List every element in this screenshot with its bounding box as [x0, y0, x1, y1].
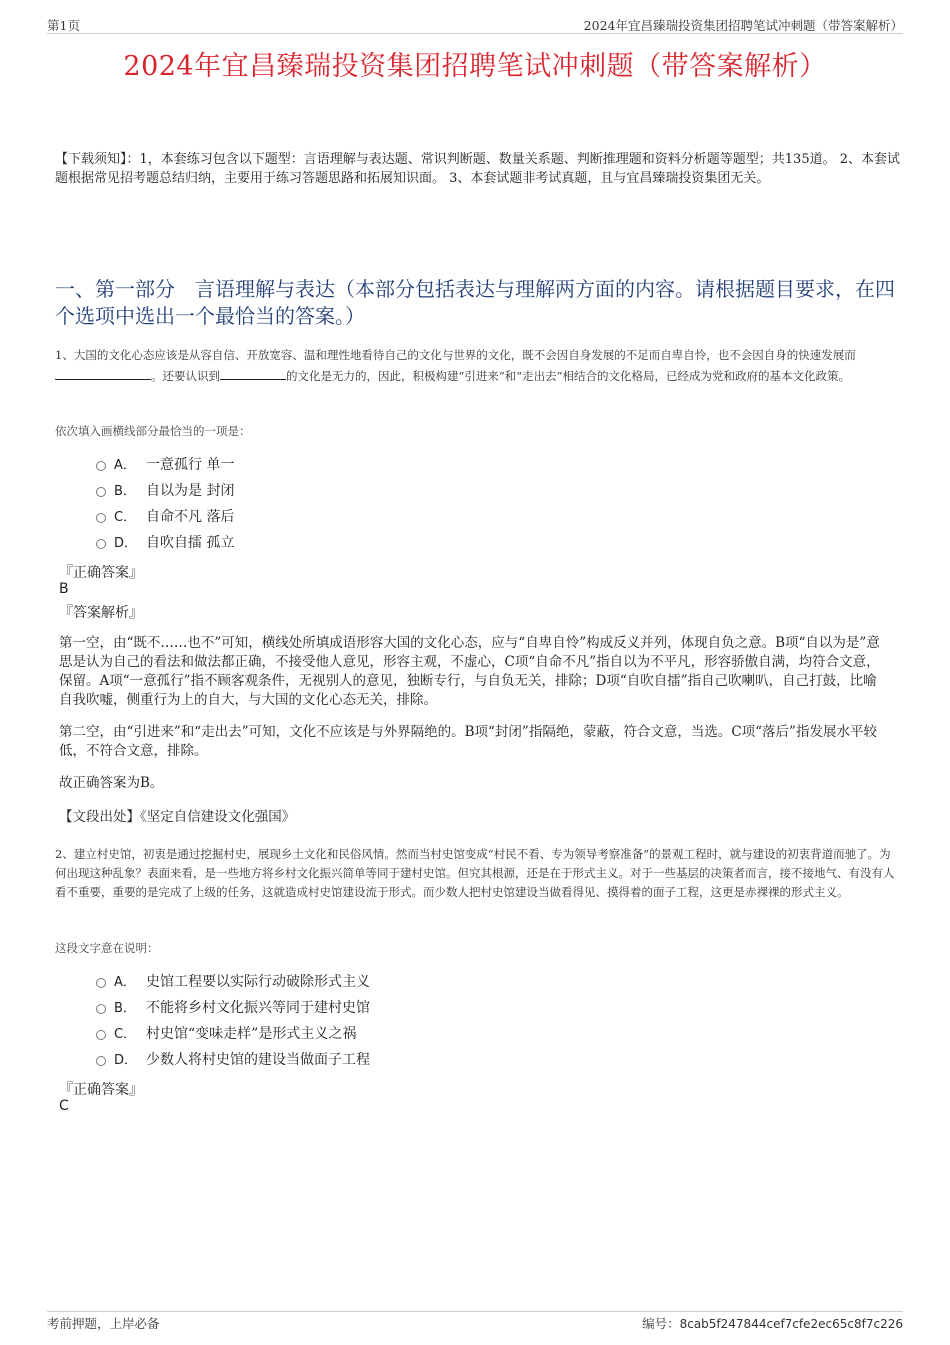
radio-icon[interactable] — [96, 1004, 106, 1014]
footer-code-value: 8cab5f247844cef7cfe2ec65c8f7c226 — [679, 1317, 903, 1331]
download-notice: 【下载须知】：1，本套练习包含以下题型：言语理解与表达题、常识判断题、数量关系题、判断推理题和资料分析题等题型；共135道。 2、本套试题根据常见招考题总结归纳，主要用于练习答题思路和拓展知识面。 3、本套试题非考试真题，且与宜昌臻瑞投资集团无关。 — [55, 152, 900, 186]
header-doc-title: 2024年宜昌臻瑞投资集团招聘笔试冲刺题（带答案解析） — [583, 18, 903, 33]
q2-option-a[interactable]: A． 史馆工程要以实际行动破除形式主义 — [96, 969, 370, 995]
footer-code — [642, 1314, 903, 1332]
q1-prompt: 依次填入画横线部分最恰当的一项是： — [55, 424, 251, 438]
q1-analysis-paragraph-1: 第一空，由“既不……也不”可知，横线处所填成语形容大国的文化心态，应与“自卑自怜”构成反义并列，体现自负之意。B项“自以为是”意思是认为自己的看法和做法都正确，不接受他人意见，形容主观，不虚心，C项“自命不凡”指自以为不平凡，形容骄傲自满，均符合文意，保留。A项“一意孤行”指不顾客观条件，无视别人的意见，独断专行，与自负无关，排除；D项“自吹自擂”指自己吹喇叭，自己打鼓，比喻自我吹嘘，侧重行为上的自大，与大国的文化心态无关，排除。 — [59, 635, 880, 708]
question-1-stem — [55, 346, 897, 386]
q1-analysis-paragraph-2: 第二空，由“引进来”和“走出去”可知，文化不应该是与外界隔绝的。B项“封闭”指隔绝，蒙蔽，符合文意，当选。C项“落后”指发展水平较低，不符合文意，排除。 — [59, 724, 877, 759]
q2-option-d[interactable]: D． 少数人将村史馆的建设当做面子工程 — [96, 1047, 370, 1073]
q1-analysis-label: 『答案解析』 — [59, 605, 143, 621]
q1-stem-part-b: 。还要认识到 — [151, 369, 220, 383]
question-2-stem: 2、建立村史馆，初衷是通过挖掘村史，展现乡土文化和民俗风情。然而当村史馆变成“村民不看、专为领导考察准备”的景观工程时，就与建设的初衷背道而驰了。为何出现这种乱象？表面来看，是一些地方将乡村文化振兴简单等同于建村史馆。但究其根源，还是在于形式主义。对于一些基层的决策者而言，接不接地气、有没有人看不重要，重要的是完成了上级的任务，这就造成村史馆建设流于形式。而少数人把村史馆建设当做看得见、摸得着的面子工程，这更是赤裸裸的形式主义。 — [55, 847, 895, 899]
q2-options — [96, 969, 370, 1073]
fill-blank-2 — [220, 365, 286, 380]
q1-answer-label: 『正确答案』 — [59, 565, 143, 581]
page-number: 第1页 — [47, 18, 80, 33]
q2-option-b[interactable]: B． 不能将乡村文化振兴等同于建村史馆 — [96, 995, 370, 1021]
q1-options — [96, 452, 234, 556]
radio-icon[interactable] — [96, 487, 106, 497]
radio-icon[interactable] — [96, 978, 106, 988]
q1-stem-part-a: 1、大国的文化心态应该是从容自信、开放宽容、温和理性地看待自己的文化与世界的文化，既不会因自身发展的不足而自卑自怜，也不会因自身的快速发展而 — [55, 348, 856, 362]
section-heading: 一、第一部分 言语理解与表达（本部分包括表达与理解两方面的内容。请根据题目要求，在四个选项中选出一个最恰当的答案。） — [55, 277, 895, 328]
q1-source: 【文段出处】《坚定自信建设文化强国》 — [59, 809, 296, 825]
q1-analysis-paragraph-3: 故正确答案为B。 — [59, 775, 164, 791]
q2-answer: C — [59, 1098, 69, 1114]
q1-answer: B — [59, 581, 69, 597]
page-header — [47, 15, 903, 34]
radio-icon[interactable] — [96, 513, 106, 523]
q2-answer-label: 『正确答案』 — [59, 1082, 143, 1098]
radio-icon[interactable] — [96, 539, 106, 549]
q2-option-c[interactable]: C． 村史馆“变味走样”是形式主义之祸 — [96, 1021, 370, 1047]
document-title: 2024年宜昌臻瑞投资集团招聘笔试冲刺题（带答案解析） — [123, 51, 827, 82]
footer-code-label: 编号： — [642, 1316, 680, 1331]
q1-option-b[interactable]: B． 自以为是 封闭 — [96, 478, 234, 504]
footer-slogan: 考前押题，上岸必备 — [47, 1316, 160, 1331]
fill-blank-1 — [55, 365, 151, 380]
radio-icon[interactable] — [96, 1030, 106, 1040]
radio-icon[interactable] — [96, 1056, 106, 1066]
q1-option-d[interactable]: D． 自吹自擂 孤立 — [96, 530, 234, 556]
q1-option-c[interactable]: C． 自命不凡 落后 — [96, 504, 234, 530]
q2-prompt: 这段文字意在说明： — [55, 941, 159, 955]
q1-stem-part-c: 的文化是无力的，因此，积极构建“引进来”和“走出去”相结合的文化格局，已经成为党和政府的基本文化政策。 — [286, 369, 851, 383]
q1-option-a[interactable]: A． 一意孤行 单一 — [96, 452, 234, 478]
radio-icon[interactable] — [96, 461, 106, 471]
footer-divider — [47, 1311, 903, 1312]
